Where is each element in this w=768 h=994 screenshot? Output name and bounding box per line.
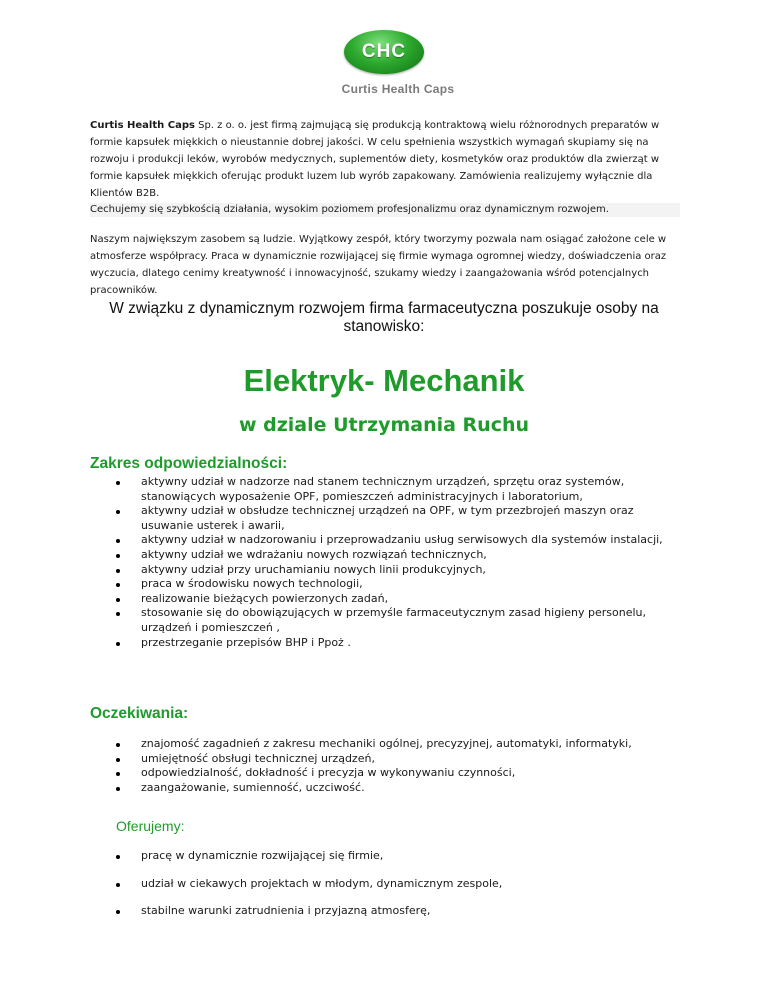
list-item: przestrzeganie przepisów BHP i Ppoż . <box>116 636 676 651</box>
list-item: stabilne warunki zatrudnienia i przyjazną atmosferę, <box>116 904 676 918</box>
intro-highlight: Cechujemy się szybkością działania, wysokim poziomem profesjonalizmu oraz dynamicznym rozwojem. <box>90 203 680 217</box>
company-logo <box>0 30 768 96</box>
intro-paragraph-2: Naszym największym zasobem są ludzie. Wyjątkowy zespół, który tworzymy pozwala nam osiągać założone cele w atmosferze współpracy. Praca w dynamicznie rozwijającej się firmie wymaga ogromnej wiedzy, doświadczenia oraz wyczucia, dlatego cenimy kreatywność i innowacyjność, szukamy wiedzy i zaangażowania wśród potencjalnych pracowników. <box>90 234 667 296</box>
list-item: aktywny udział we wdrażaniu nowych rozwiązań technicznych, <box>116 548 676 563</box>
list-item: znajomość zagadnień z zakresu mechaniki ogólnej, precyzyjnej, automatyki, informatyki, <box>116 737 676 752</box>
job-title: Elektryk- Mechanik <box>243 363 525 398</box>
responsibilities-heading: Zakres odpowiedzialności: <box>90 455 288 472</box>
list-item: aktywny udział w obsłudze technicznej urządzeń na OPF, w tym przezbrojeń maszyn oraz usuwanie usterek i awarii, <box>116 504 676 533</box>
list-item: realizowanie bieżących powierzonych zadań, <box>116 592 676 607</box>
list-item: odpowiedzialność, dokładność i precyzja w wykonywaniu czynności, <box>116 766 676 781</box>
responsibilities-list <box>116 475 676 650</box>
intro-company-name: Curtis Health Caps <box>90 120 195 131</box>
list-item: umiejętność obsługi technicznej urządzeń, <box>116 752 676 767</box>
intro-paragraph <box>90 117 682 202</box>
list-item: zaangażowanie, sumienność, uczciwość. <box>116 781 676 796</box>
offer-heading: Oferujemy: <box>116 818 185 834</box>
expectations-list <box>116 737 676 795</box>
expectations-heading: Oczekiwania: <box>90 705 189 722</box>
logo-initials: CHC <box>361 41 407 62</box>
chc-logo-badge <box>344 30 424 74</box>
list-item: aktywny udział przy uruchamianiu nowych linii produkcyjnych, <box>116 563 676 578</box>
list-item: aktywny udział w nadzorowaniu i przeprowadzaniu usług serwisowych dla systemów instalacji, <box>116 533 676 548</box>
list-item: praca w środowisku nowych technologii, <box>116 577 676 592</box>
list-item: pracę w dynamicznie rozwijającej się firmie, <box>116 849 676 863</box>
list-item: aktywny udział w nadzorze nad stanem technicznym urządzeń, sprzętu oraz systemów, stanowiących wyposażenie OPF, pomieszczeń administracyjnych i laboratorium, <box>116 475 676 504</box>
list-item: stosowanie się do obowiązujących w przemyśle farmaceutycznym zasad higieny personelu, urządzeń i pomieszczeń , <box>116 606 676 635</box>
list-item: udział w ciekawych projektach w młodym, dynamicznym zespole, <box>116 877 676 891</box>
intro-text: Sp. z o. o. jest firmą zajmującą się produkcją kontraktową wielu różnorodnych preparatów w formie kapsułek miękkich o nieustannie dobrej jakości. W celu spełnienia wszystkich wymagań skupiamy się na rozwoju i produkcji leków, wyrobów medycznych, suplementów diety, kosmetyków oraz produktów dla zwierząt w formie kapsułek miękkich oferując produkt luzem lub wyrób zapakowany. Zamówienia realizujemy wyłącznie dla Klientów B2B. <box>90 120 660 199</box>
announcement: W związku z dynamicznym rozwojem firma farmaceutyczna poszukuje osoby na stanowisko: <box>109 300 659 335</box>
job-department: w dziale Utrzymania Ruchu <box>238 414 530 436</box>
logo-company-name: Curtis Health Caps <box>341 82 455 96</box>
offer-list <box>116 849 676 932</box>
